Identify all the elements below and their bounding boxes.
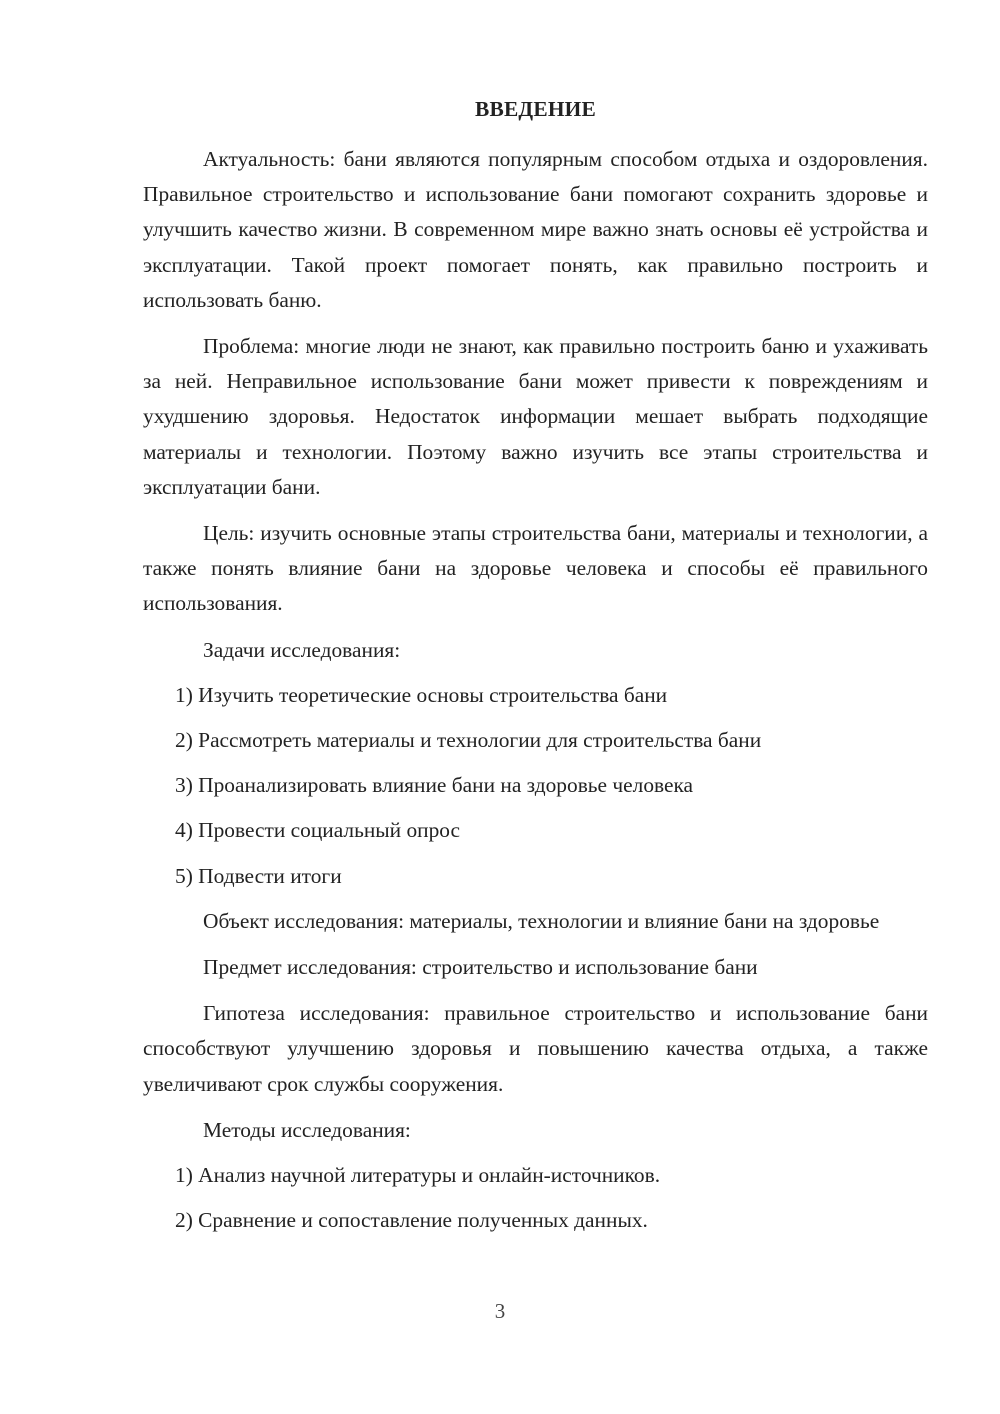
task-item: 2) Рассмотреть материалы и технологии для строительства бани [175, 728, 762, 753]
page-content [143, 92, 928, 1248]
object-paragraph: Объект исследования: материалы, технологии и влияние бани на здоровье [203, 908, 880, 933]
hypothesis-paragraph: Гипотеза исследования: правильное строительство и использование бани способствуют улучшению здоровья и повышению качества отдыха, а также увеличивают срок службы сооружения. [143, 1001, 928, 1096]
problem-paragraph: Проблема: многие люди не знают, как правильно построить баню и ухаживать за ней. Неправильное использование бани может привести к повреждениям и ухудшению здоровья. Недостаток информации мешает выбрать подходящие материалы и технологии. Поэтому важно изучить все этапы строительства и эксплуатации бани. [143, 334, 928, 499]
relevance-paragraph: Актуальность: бани являются популярным способом отдыха и оздоровления. Правильное строительство и использование бани помогают сохранить здоровье и улучшить качество жизни. В современном мире важно знать основы её устройства и эксплуатации. Такой проект помогает понять, как правильно построить и использовать баню. [143, 147, 928, 312]
task-item: 5) Подвести итоги [175, 863, 342, 888]
task-item: 1) Изучить теоретические основы строительства бани [175, 682, 668, 707]
page-number: 3 [494, 1299, 506, 1323]
methods-heading: Методы исследования: [203, 1117, 411, 1142]
task-item: 4) Провести социальный опрос [175, 818, 461, 843]
method-item: 1) Анализ научной литературы и онлайн-источников. [175, 1163, 661, 1188]
task-item: 3) Проанализировать влияние бани на здоровье человека [175, 773, 694, 798]
subject-paragraph: Предмет исследования: строительство и использование бани [203, 955, 758, 980]
tasks-heading: Задачи исследования: [203, 637, 401, 662]
method-item: 2) Сравнение и сопоставление полученных данных. [175, 1208, 648, 1233]
page-title: ВВЕДЕНИЕ [475, 97, 596, 121]
goal-paragraph: Цель: изучить основные этапы строительства бани, материалы и технологии, а также понять влияние бани на здоровье человека и способы её правильного использования. [143, 521, 928, 616]
